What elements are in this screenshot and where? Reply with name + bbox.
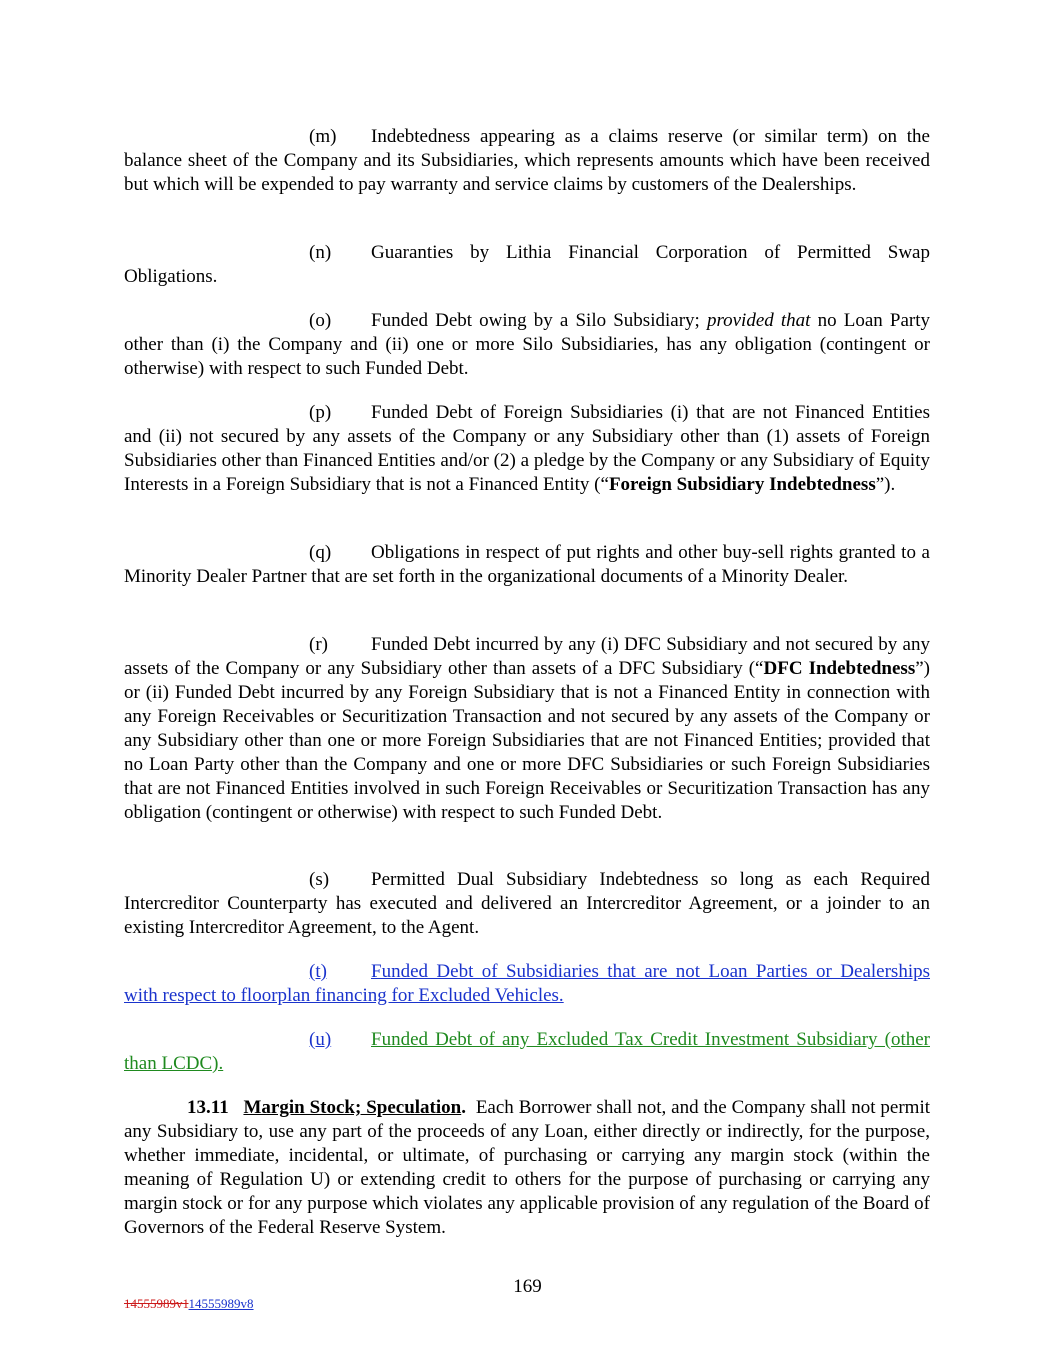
clause-label: (q) <box>309 542 332 563</box>
deleted-document-id: 14555989v1 <box>124 1296 189 1311</box>
clause-t <box>124 960 930 1008</box>
section-number: 13.11 <box>187 1097 229 1118</box>
clause-o <box>124 309 930 381</box>
clause-text: ”). <box>875 474 896 495</box>
clause-text: Indebtedness appearing as a claims reserve (or similar term) on the balance sheet of the Company and its Subsidiaries, which represents amounts which have been received but which will be expended to pay warranty and service claims by customers of the Dealerships. <box>124 126 930 195</box>
clause-text: ”) or (ii) Funded Debt incurred by any Foreign Subsidiary that is not a Financed Entity in connection with any Foreign Receivables or Securitization Transaction and not secured by any assets of the Company or any Subsidiary other than one or more Foreign Subsidiaries that are not Financed Entities; provided that no Loan Party other than the Company and one or more DFC Subsidiaries or such Foreign Subsidiaries that are not Financed Entities involved in such Foreign Receivables or Securitization Transaction has any obligation (contingent or otherwise) with respect to such Funded Debt. <box>124 658 930 823</box>
page-number: 169 <box>513 1276 542 1297</box>
clause-label: (r) <box>309 634 328 655</box>
defined-term: DFC Indebtedness <box>763 658 916 679</box>
clause-n <box>124 241 930 289</box>
clause-m <box>124 125 930 197</box>
clause-s <box>124 868 930 940</box>
inserted-document-id: 14555989v8 <box>188 1296 254 1311</box>
section-text: Each Borrower shall not, and the Company shall not permit any Subsidiary to, use any part of the proceeds of any Loan, either directly or indirectly, for the purpose, whether immediate, incidental, or ultimate, of purchasing or carrying any margin stock (within the meaning of Regulation U) or extending credit to others for the purpose of purchasing or carrying any margin stock or for any purpose which violates any applicable provision of any regulation of the Board of Governors of the Federal Reserve System. <box>124 1097 931 1238</box>
clause-q <box>124 541 930 589</box>
clause-label: (s) <box>309 869 330 890</box>
clause-u <box>124 1028 930 1076</box>
clause-text: Permitted Dual Subsidiary Indebtedness so long as each Required Intercreditor Counterparty has executed and delivered an Intercreditor Agreement, or a joinder to an existing Intercreditor Agreement, to the Agent. <box>124 869 930 938</box>
clause-text: Obligations in respect of put rights and other buy-sell rights granted to a Minority Dealer Partner that are set forth in the organizational documents of a Minority Dealer. <box>124 542 930 587</box>
clause-text: Funded Debt incurred by any (i) DFC Subsidiary and not secured by any assets of the Company or any Subsidiary other than assets of a DFC Subsidiary (“ <box>124 634 930 679</box>
clause-label: (m) <box>309 126 337 147</box>
clause-label: (n) <box>309 242 332 263</box>
clause-italic-text: provided that <box>706 310 811 331</box>
clause-p <box>124 401 930 497</box>
clause-label: (o) <box>309 310 332 331</box>
clause-text: Funded Debt of Foreign Subsidiaries (i) that are not Financed Entities and (ii) not secured by any assets of the Company or any Subsidiary other than (1) assets of Foreign Subsidiaries other than Financed Entities and/or (2) a pledge by the Company or any Subsidiary of Equity Interests in a Foreign Subsidiary that is not a Financed Entity (“ <box>124 402 930 495</box>
clause-text: Guaranties by Lithia Financial Corporation of Permitted Swap Obligations. <box>124 242 930 287</box>
clause-text: no Loan Party other than (i) the Company and (ii) one or more Silo Subsidiaries, has any obligation (contingent or otherwise) with respect to such Funded Debt. <box>124 310 930 379</box>
section-title: Margin Stock; Speculation <box>243 1097 462 1118</box>
inserted-clause-text: Funded Debt of Subsidiaries that are not Loan Parties or Dealerships with respect to floorplan financing for Excluded Vehicles. <box>124 961 930 1006</box>
clause-label: (p) <box>309 402 332 423</box>
clause-label: (t) <box>309 961 327 982</box>
section-13-11: 13.11 Margin Stock; Speculation. Each Borrower shall not, and the Company shall not permit any Subsidiary to, use any part of the proceeds of any Loan, either directly or indirectly, for the purpose, whether immediate, incidental, or ultimate, of purchasing or carrying any margin stock (within the meaning of Regulation U) or extending credit to others for the purpose of purchasing or carrying any margin stock or for any purpose which violates any applicable provision of any regulation of the Board of Governors of the Federal Reserve System. <box>124 1097 931 1238</box>
defined-term: Foreign Subsidiary Indebtedness <box>608 474 876 495</box>
inserted-clause-text: Funded Debt of any Excluded Tax Credit Investment Subsidiary (other than LCDC). <box>124 1029 930 1074</box>
clause-r <box>124 633 930 825</box>
clause-label: (u) <box>309 1029 332 1050</box>
clause-text: Funded Debt owing by a Silo Subsidiary; <box>371 310 707 331</box>
document-id-footer <box>124 1296 254 1312</box>
